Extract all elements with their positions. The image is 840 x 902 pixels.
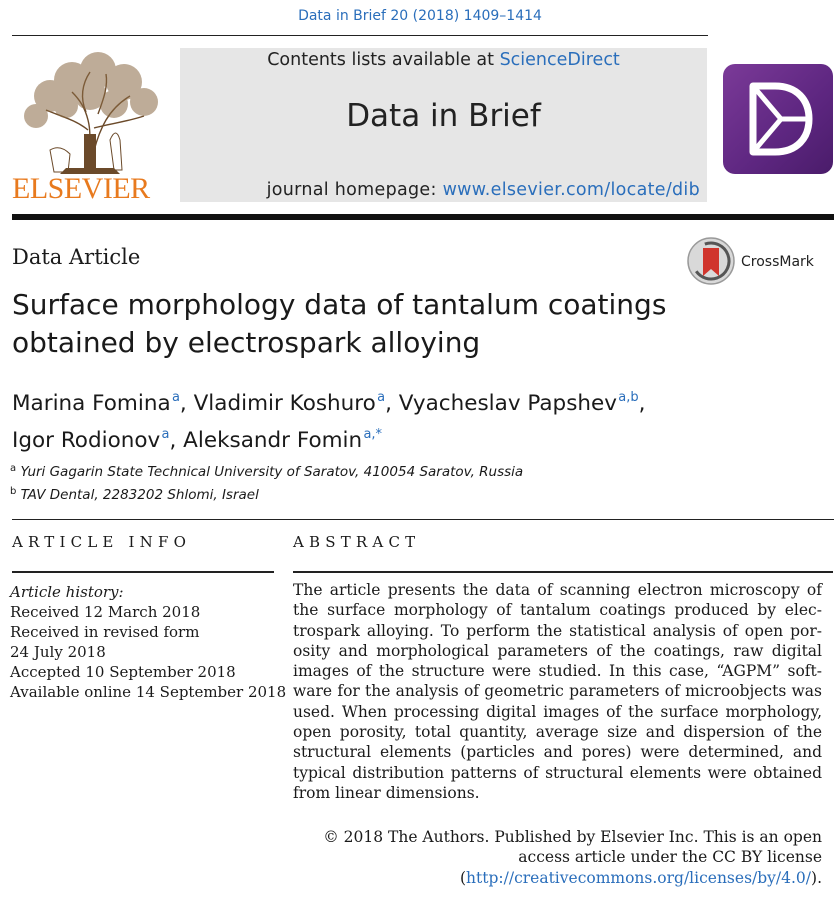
top-divider: [12, 35, 708, 36]
abstract-divider: [293, 571, 833, 573]
affiliation-mark[interactable]: a: [377, 390, 386, 405]
author-name[interactable]: Aleksandr Fomin: [183, 428, 363, 453]
affiliation-mark[interactable]: a: [171, 390, 180, 405]
article-history: [10, 582, 286, 702]
copyright-line-1: © 2018 The Authors. Published by Elsevier Inc. This is an open: [323, 828, 822, 846]
title-line-2: obtained by electrospark alloying: [12, 326, 481, 359]
affiliations: [10, 459, 523, 505]
abstract-heading: ABSTRACT: [293, 533, 421, 551]
history-item: Received in revised form: [10, 623, 200, 641]
history-item: Accepted 10 September 2018: [10, 663, 236, 681]
copyright-line-2: access article under the CC BY license: [518, 848, 822, 867]
journal-homepage-link[interactable]: www.elsevier.com/locate/dib: [442, 180, 700, 200]
title-line-1: Surface morphology data of tantalum coatings: [12, 288, 667, 321]
author-list: [12, 382, 832, 456]
article-type: Data Article: [12, 245, 141, 269]
history-header: Article history:: [10, 583, 124, 601]
article-info-divider: [12, 571, 274, 573]
article-info-heading: ARTICLE INFO: [12, 533, 192, 551]
author-name[interactable]: Marina Fomina: [12, 391, 171, 416]
sciencedirect-link[interactable]: ScienceDirect: [499, 50, 620, 70]
affiliation-mark[interactable]: a: [161, 427, 170, 442]
affiliation-mark[interactable]: a,b: [618, 390, 639, 405]
history-item: Available online 14 September 2018: [10, 683, 287, 701]
affiliation-item: $^b$ TAV Dental, 2283202 Shlomi, Israel: [10, 486, 259, 503]
data-in-brief-logo: [723, 64, 833, 174]
dib-logo-icon: [723, 64, 833, 174]
copyright-notice: [293, 827, 822, 888]
abstract-text: The article presents the data of scanning electron microscopy of the surface morphology of tantalum coatings produced by electrospark alloying. To perform the statistical analysis of open porosity and morphological parameters of the coatings, raw digital images of the structure were studied. In this case, “AGPM” software for the analysis of geometric parameters of microobjects was used. When processing digital images of the surface morphology, open porosity, total quantity, average size and dispersion of the structural elements (particles and pores) were determined, and typical distribution patterns of structural elements were obtained from linear dimensions.: [293, 581, 822, 802]
author-line-2: Igor Rodionov $^a$, Aleksandr Fomin $^{a,*}$: [12, 427, 383, 453]
history-item: Received 12 March 2018: [10, 603, 201, 621]
license-line: (http://creativecommons.org/licenses/by/4.0/).: [459, 868, 822, 887]
journal-title: Data in Brief: [346, 98, 541, 134]
affiliation-item: $^a$ Yuri Gagarin State Technical University of Saratov, 410054 Saratov, Russia: [10, 463, 524, 480]
author-name[interactable]: Vladimir Koshuro: [193, 391, 376, 416]
author-name[interactable]: Vyacheslav Papshev: [398, 391, 617, 416]
license-link[interactable]: http://creativecommons.org/licenses/by/4.0/: [466, 868, 812, 887]
section-divider: [12, 519, 834, 520]
header-divider: [12, 214, 834, 220]
affiliation-mark[interactable]: a,*: [363, 427, 383, 442]
author-name[interactable]: Igor Rodionov: [12, 428, 161, 453]
journal-homepage-line: journal homepage: www.elsevier.com/locate/dib: [266, 180, 700, 200]
crossmark-icon[interactable]: [686, 236, 736, 286]
journal-citation[interactable]: Data in Brief 20 (2018) 1409–1414: [298, 8, 542, 24]
contents-available-line: Contents lists available at ScienceDirect: [267, 50, 620, 70]
history-item: 24 July 2018: [10, 643, 106, 661]
crossmark-label[interactable]: CrossMark: [741, 254, 814, 270]
elsevier-wordmark: ELSEVIER: [12, 172, 150, 205]
author-line-1: Marina Fomina $^a$, Vladimir Koshuro $^a$, Vyacheslav Papshev $^{a,b}$,: [12, 390, 646, 416]
article-title: [12, 286, 812, 362]
